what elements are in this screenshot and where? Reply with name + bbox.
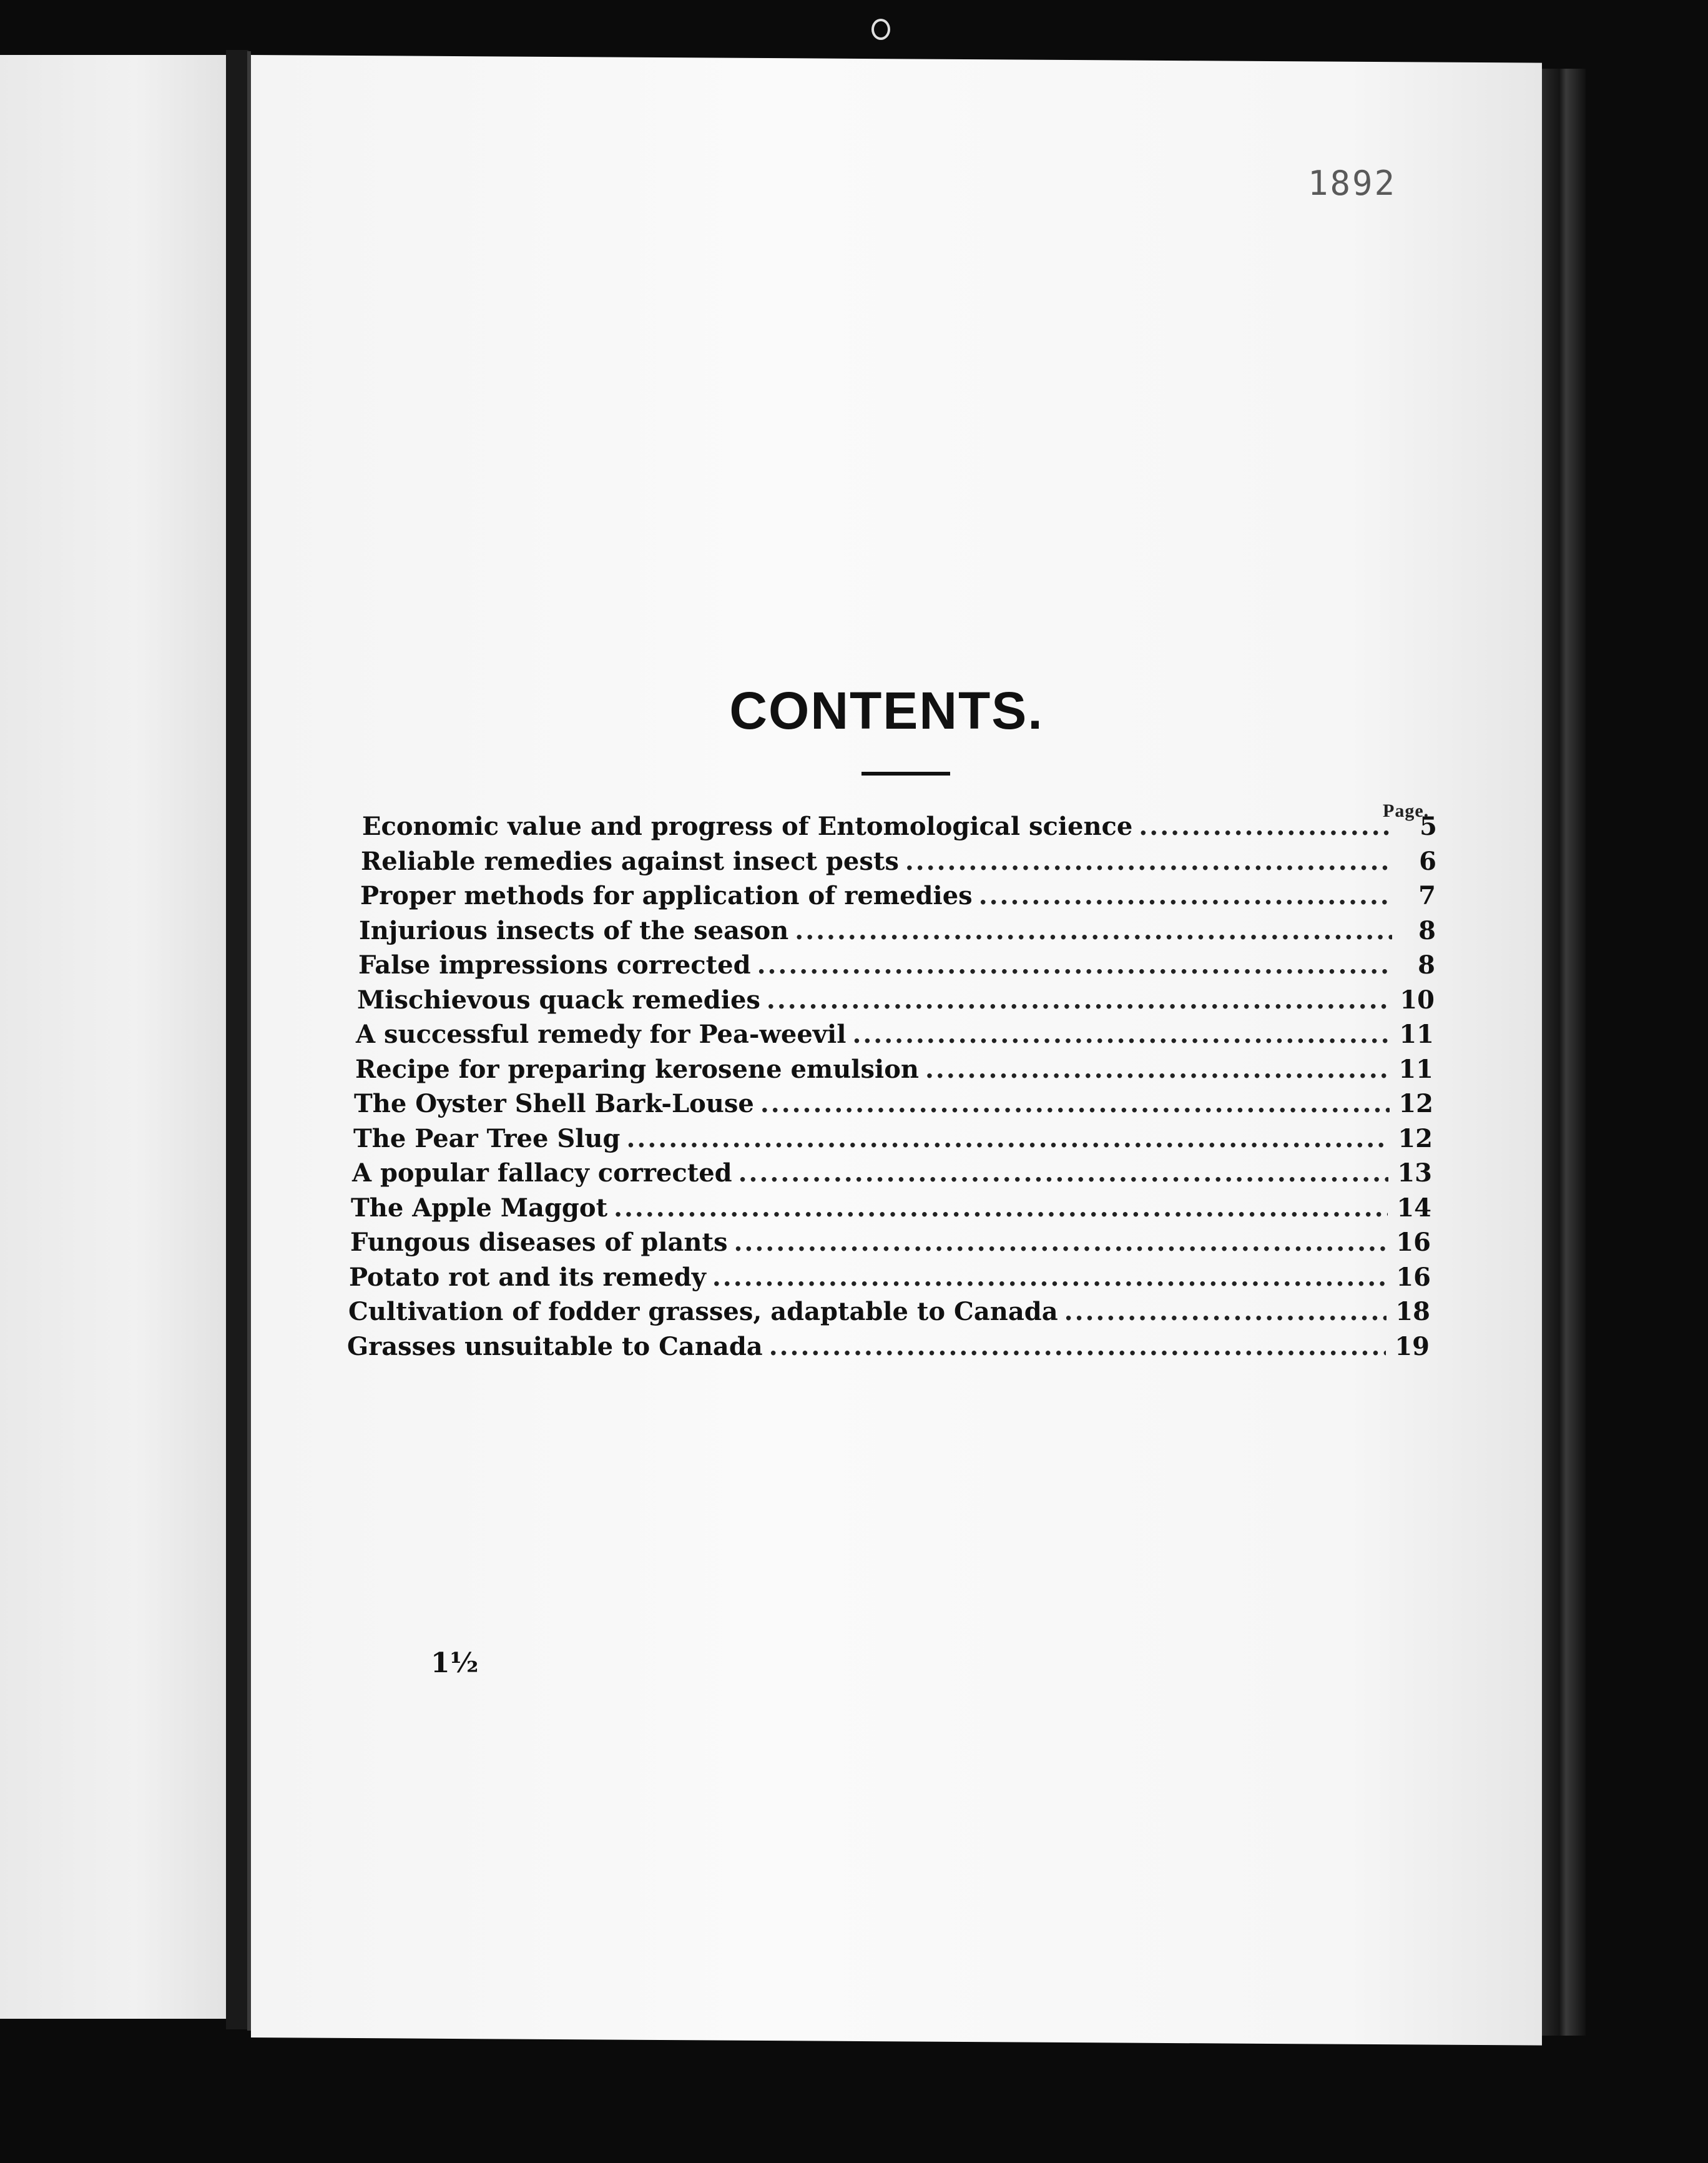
toc-entry-title: False impressions corrected (358, 950, 751, 980)
toc-leader-dots (712, 1263, 1387, 1292)
toc-leader-dots (905, 847, 1393, 876)
toc-leader-dots (767, 985, 1391, 1015)
toc-entry-page: 13 (1397, 1158, 1432, 1188)
toc-entry-title: A popular fallacy corrected (352, 1158, 732, 1188)
toc-entry-title: Cultivation of fodder grasses, adaptable to Canada (348, 1297, 1058, 1326)
toc-entry-page: 19 (1395, 1332, 1430, 1361)
toc-entry-page: 11 (1399, 1020, 1434, 1049)
page-column-header: Page. (1383, 801, 1430, 821)
toc-entry-title: Potato rot and its remedy (349, 1263, 706, 1292)
page-title: CONTENTS. (729, 681, 1044, 740)
toc-entry-title: A successful remedy for Pea-weevil (356, 1020, 847, 1049)
toc-leader-dots (925, 1055, 1390, 1084)
toc-entry-title: Recipe for preparing kerosene emulsion (355, 1055, 919, 1084)
toc-leader-dots (769, 1332, 1386, 1361)
toc-entry (362, 812, 1437, 841)
toc-entry (353, 1124, 1433, 1153)
toc-entry-page: 12 (1398, 1089, 1433, 1118)
toc-entry-title: Injurious insects of the season (359, 916, 789, 945)
year-stamp: 1892 (1308, 164, 1397, 203)
toc-leader-dots (739, 1158, 1388, 1188)
toc-entry (349, 1263, 1431, 1292)
toc-entry-title: Grasses unsuitable to Canada (347, 1332, 763, 1361)
toc-entry-title: Mischievous quack remedies (357, 985, 760, 1015)
toc-leader-dots (757, 950, 1391, 980)
toc-entry-page: 10 (1400, 985, 1435, 1015)
toc-entry-title: Proper methods for application of remedies (360, 881, 973, 910)
toc-entry (352, 1158, 1432, 1188)
toc-leader-dots (760, 1089, 1390, 1118)
toc-leader-dots (979, 881, 1392, 910)
toc-leader-dots (795, 916, 1392, 945)
toc-entry-title: The Apple Maggot (351, 1193, 608, 1223)
toc-entry (354, 1089, 1433, 1118)
toc-entry-page: 16 (1396, 1263, 1431, 1292)
toc-leader-dots (852, 1020, 1390, 1049)
toc-entry (356, 1020, 1434, 1049)
toc-entry (355, 1055, 1433, 1084)
toc-entry (359, 916, 1436, 945)
toc-entry (350, 1228, 1431, 1257)
toc-entry-page: 5 (1420, 812, 1437, 841)
toc-entry-page: 7 (1418, 881, 1436, 910)
toc-entry-title: Reliable remedies against insect pests (361, 847, 899, 876)
toc-leader-dots (626, 1124, 1389, 1153)
signature-mark: 1½ (431, 1647, 479, 1679)
toc-entry-page: 18 (1395, 1297, 1430, 1326)
toc-leader-dots (1064, 1297, 1387, 1326)
toc-entry-title: Fungous diseases of plants (350, 1228, 728, 1257)
toc-entry-title: The Pear Tree Slug (353, 1124, 621, 1153)
toc-entry-page: 6 (1419, 847, 1436, 876)
toc-entry-page: 14 (1396, 1193, 1431, 1223)
toc-entry (357, 985, 1435, 1015)
toc-entry (360, 881, 1436, 910)
toc-entry-page: 8 (1418, 950, 1435, 980)
toc-entry-title: The Oyster Shell Bark-Louse (354, 1089, 754, 1118)
toc-entry-page: 12 (1398, 1124, 1433, 1153)
toc-entry-page: 11 (1398, 1055, 1433, 1084)
toc-entry (361, 847, 1436, 876)
toc-leader-dots (1139, 812, 1393, 841)
toc-entry (358, 950, 1435, 980)
toc-entry (347, 1332, 1430, 1361)
toc-entry (351, 1193, 1431, 1223)
toc-entry-title: Economic value and progress of Entomological science (362, 812, 1133, 841)
toc-entry-page: 8 (1418, 916, 1436, 945)
toc-entry (348, 1297, 1430, 1326)
toc-leader-dots (614, 1193, 1388, 1223)
toc-entry-page: 16 (1396, 1228, 1431, 1257)
toc-leader-dots (734, 1228, 1387, 1257)
